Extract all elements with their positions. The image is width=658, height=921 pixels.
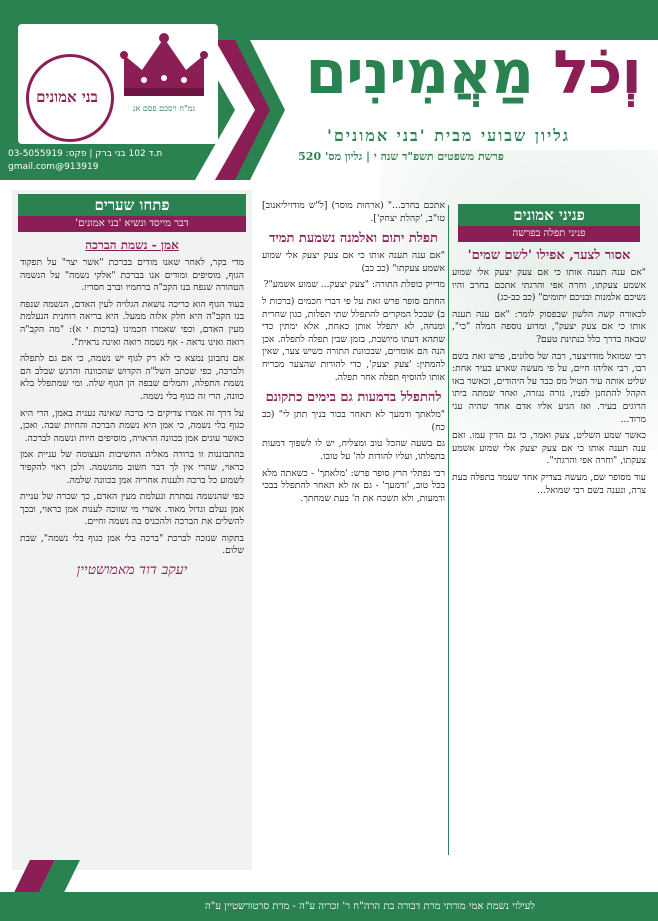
paragraph: עוד מסופר שם, מעשה בצדיק אחד שעמד בתפלה בעת צרה, ונענה בשם רבי שמואל... <box>452 471 646 496</box>
logo <box>18 24 218 144</box>
middle-article2-title: להתפלל בדמעות גם בימים כתקונם <box>265 390 442 406</box>
masthead-title-part2: מַאֲמִינִים <box>305 38 534 108</box>
paragraph: כאשר שמע השליט, צעק ואמר, כי גם הדין עמו. ואם ענה תענה אותו כי אם צעק יצעק אלי שמוע אשמע צעקתו, "וחרה אפי והרגתי". <box>452 430 646 467</box>
right-column <box>452 200 646 860</box>
footer-dedication: לעילוי נשמת אמי מורתי מרת דבורה בת הרה"ח ר' זכריה ע"ה - מרת סרטורשטיין ע"ה <box>205 901 535 912</box>
contact-info <box>8 148 228 174</box>
paragraph: "אם ענה תענה אותו כי אם צעק יצעק אלי שמוע אשמע צעקתו" (כב כב) <box>262 250 445 274</box>
left-section-subtitle: דבר מייסד ונשיא 'בני אמונים' <box>18 216 246 232</box>
paragraph: "אם ענה תענה אותו כי אם צעק יצעק אלי שמוע אשמע צעקתו, וחרה אפי והרגתי אתכם בחרב והיו נשיכם אלמנות ובניכם יתומים" (כב כב-כג) <box>452 267 646 304</box>
masthead-subtitle: גליון שבועי מבית 'בני אמונים' <box>326 126 571 145</box>
right-section-subtitle: פניני תפלה בפרשה <box>458 226 640 242</box>
right-section-title: פניני אמונים <box>458 204 640 226</box>
paragraph: על דרך זה אמרו צדיקים כי ברכה שאינה נענית באמן, הרי היא כגוף בלי נשמה, כי אמן היא נשמת הברכה והחיות שבה. ואכן, כאשר עונים אמן בכוונה הראויה, מוסיפים חיות ונשמה לברכה. <box>20 407 244 444</box>
signature: יעקב דוד מאמושטיין <box>76 562 188 579</box>
paragraph: בתקוה שנזכה לברכת "ברכה בלי אמן כגוף בלי נשמה", שבת שלום. <box>20 532 244 557</box>
paragraph: "מלאתך ודמעך לא תאחר בכור בניך תתן לי" (כב כח) <box>262 409 445 433</box>
left-section-header <box>18 194 246 232</box>
contact-line-1: ת.ד 102 בני ברק | פקס: 03-5055919 <box>8 149 163 159</box>
logo-subtitle: גמ"ח ויסכם פסם אנ <box>132 104 196 113</box>
right-article-title: אסור לצער, אפילו 'לשם שמים' <box>467 248 631 263</box>
logo-circle-text: בני אמונים <box>36 88 98 106</box>
footer <box>0 892 658 921</box>
paragraph: בהתבוננות זו ברורה מאליה החשיבות העצומה של עניית אמן כראוי, שהרי אין לך דבר חשוב מהנשמה. ולכן ראוי להקפיד לשמוע כל ברכה ולענות אחריה אמן בכוונה שלמה. <box>20 449 244 486</box>
paragraph: רבי נפתלי הרץ סופר פרש: 'מלאתך' - כשאתה מלא בכל טוב, 'ודמעך' - גם אז לא תאחר להתפלל בבכי ודמעות, ולא תשכח את ה' בעת שמחתך. <box>262 467 445 504</box>
left-column <box>12 190 252 870</box>
paragraph: החתם סופר פרש זאת על פי דברי חכמים (ברכות ל ב) שבכל המקרים להתפלל שתי תפלות, כגון שחרית ומנחה, לא יתפלל אותן כאחת, אלא ימתין כדי שתהא דעתו מיושבת, בזמן שבין תפלה לתפלה. אכן הנה הם אומרים, שבכוונת התורה כשיש צער, שאין להמתין: 'צעק יצעק', כדי להורות שהצער מכריח אותו להוסיף תפלה אחר תפלה. <box>262 295 445 383</box>
paragraph: מדי בקר, לאחר שאנו מודים בברכת "אשר יצר" על תפקוד הגוף, מוסיפים ומודים אנו בברכת "אלקי נשמה" על הנשמה הטהורה שנפח בנו הקב"ה ברחמיו וברב חסדיו. <box>20 257 244 294</box>
paragraph: לכאורה קשה הלשון שבפסוק לומר: "אם ענה תענה אותו כי אם צעק יצעק", ומדוע נוספה המלה "כי", שבאה בדרך כלל כנתינת טעם? <box>452 308 646 345</box>
paragraph: בעוד הגוף הוא כריכה נושאת הגלויה לעין האדם, הנשמה שנפח בנו הקב"ה היא חלק אלוה ממעל. היא בריאה רוחנית הנעלמת מעין האדם, וכפי שאמרו חכמינו (ברכות י א): "מה הקב"ה רואה ואינו נראה - אף נשמה רואה ואינה נראית". <box>20 298 244 348</box>
middle-column <box>262 200 445 860</box>
paragraph: אם נתבונן נמצא כי לא רק לגוף יש נשמה, כי אם גם לתפלה ולברכה, כפי שכתב השל"ה הקדוש שהכוונה והרגש שבלב הם נשמת התפלה, והמלים שבפה הן הגוף שלה. ומי שמתפלל בלא כוונה, הרי זה כגוף בלי נשמה. <box>20 353 244 402</box>
column-divider <box>448 205 449 855</box>
crown-icon <box>114 30 214 100</box>
paragraph: גם בשעה שהכל טוב ומצליח, יש לו לשפוך דמעות בתפלתו, ועליו להודות לה' על טובו. <box>262 438 445 462</box>
paragraph: אתכם בחרב..." (ארחות מוסר) [ל"ש מודזיליאנוב] טו"ב, 'קהלת יצחק']. <box>262 200 445 224</box>
right-section-header <box>458 204 640 242</box>
masthead-title <box>256 30 641 116</box>
paragraph: מדייק כופלת התורה: "צעק יצעק... שמוע אשמע"? <box>263 279 445 291</box>
masthead-title-part1: וְכֹל <box>553 38 641 108</box>
left-article-title: אמן - נשמת הברכה <box>85 238 179 252</box>
middle-article1-title: תפלת יתום ואלמנה נשמעת תמיד <box>269 231 438 247</box>
left-section-title: פתחו שערים <box>18 194 246 216</box>
paragraph: כפי שהנשמה נסתרת ונעלמת מעין האדם, כך שכרה של עניית אמן נעלם וגדול מאוד. אשרי מי שזוכה לענות אמן כראוי, ובכך להשלים את הברכה ולהכניס בה נשמה וחיים. <box>20 491 244 528</box>
header <box>0 0 658 190</box>
contact-email[interactable]: 913919@gmail.com <box>8 162 99 172</box>
issue-line: פרשת משפטים תשפ"ד שנה י | גליון מס' 520 <box>298 150 504 163</box>
paragraph: רבי שמואל מודזיצער, רבה של סלונים, פרש זאת בשם רבו, רבי אליהו חיים, על פי מעשה שארע בעיר אחת: שליט אותה עיר הטיל מס כבד על היהודים, וכאשר באו הקהל להתחנן לפניו, גזרה נגזרה, ואחד שמתה ביתו הרוגים בעיר. ואז הגיע אליו אדם אחד שהיה עני מרוד... <box>452 350 646 425</box>
